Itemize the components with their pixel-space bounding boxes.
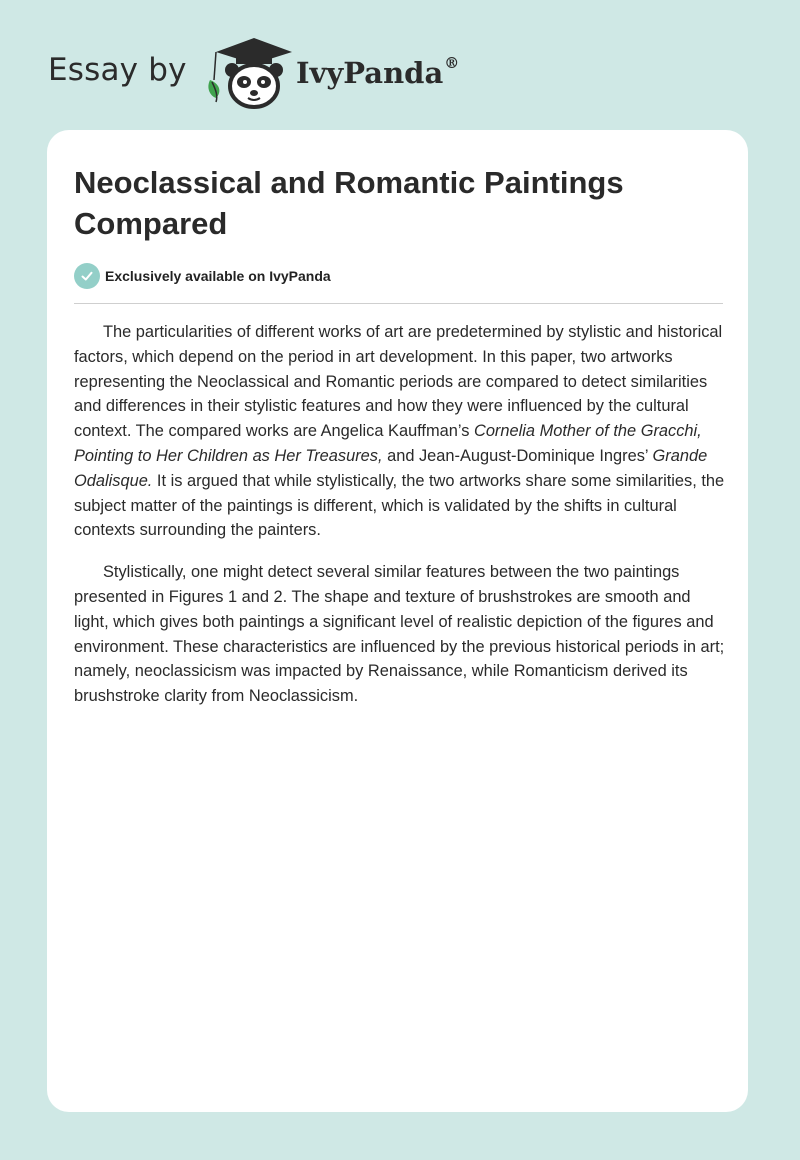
- brand-text: IvyPanda: [296, 56, 444, 90]
- essay-card: [47, 130, 748, 1112]
- artwork-title: Cornelia Mother of the Gracchi, Pointing to Her Children as Her Treasures,: [74, 422, 702, 465]
- essay-body: [74, 320, 726, 726]
- panda-logo-icon[interactable]: [202, 34, 298, 110]
- site-header: [48, 30, 548, 110]
- paragraph-text: The particularities of different works of art are predetermined by stylistic and historical factors, which depend on the period in art development. In this paper, two artworks representing the Neoclassical and Romantic periods are compared to detect similarities and differences in their stylistic features and how they were influenced by the cultural context. The compared works are Angelica Kauffman’s: [74, 323, 723, 441]
- registered-mark: ®: [444, 54, 460, 73]
- paragraph: [74, 320, 726, 543]
- page-title: Neoclassical and Romantic Paintings Compared: [74, 165, 624, 241]
- exclusive-badge: [74, 263, 331, 289]
- paragraph-text: and Jean-August-Dominique Ingres’: [382, 446, 653, 465]
- paragraph: Stylistically, one might detect several similar features between the two paintings presented in Figures 1 and 2. The shape and texture of brushstrokes are smooth and light, which gives both paintings a significant level of realistic depiction of the figures and environment. These characteristics are influenced by the previous historical periods in art; namely, neoclassicism was impacted by Renaissance, while Romanticism derived its brushstroke clarity from Neoclassicism.: [74, 563, 725, 706]
- artwork-title: Grande Odalisque.: [74, 446, 708, 490]
- brand-name[interactable]: [296, 56, 459, 90]
- paragraph-text: It is argued that while stylistically, the two artworks share some similarities, the subject matter of the paintings is different, which is validated by the shifts in cultural contexts surrounding the painters.: [74, 471, 725, 540]
- divider: [74, 303, 723, 304]
- checkmark-icon: [74, 263, 100, 289]
- badge-label: Exclusively available on IvyPanda: [105, 268, 331, 284]
- essay-by-label: Essay by: [48, 52, 187, 88]
